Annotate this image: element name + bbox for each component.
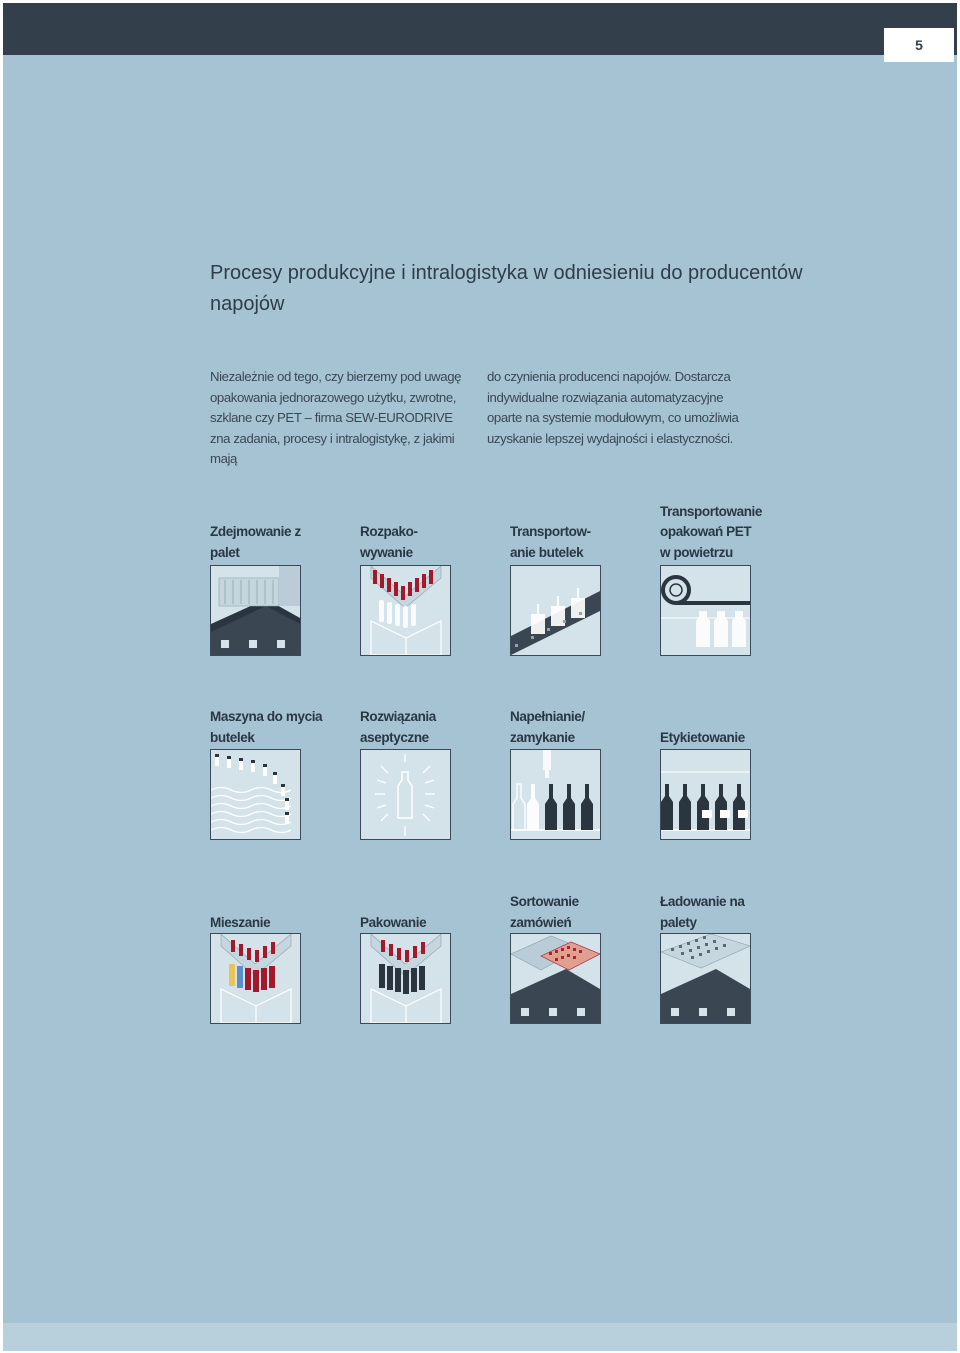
process-label: Ładowanie na palety [660,894,745,930]
intro-text-column-2: do czynienia producenci napojów. Dostarcza indywidualne rozwiązania automatyzacyjne oparte na systemie modułowym, co umożliwia uzyskanie lepszej wydajności i elastyczności. [487,369,739,446]
order-sorting-icon [510,933,601,1024]
process-label: Transportowanie opakowań PET w powietrzu [660,503,763,560]
process-label: Etykietowanie [660,729,745,745]
process-label: Pakowanie [360,914,427,930]
process-tile-bottle-transport [510,493,650,563]
bottle-washer-icon [210,749,301,840]
process-tile-mixing [210,883,350,933]
aseptic-icon [360,749,451,840]
process-tile-palletizing [660,883,800,933]
process-label: Transportow- anie butelek [510,524,591,560]
process-label: Rozpako- wywanie [360,524,418,560]
bottle-conveyor-icon [510,565,601,656]
mixing-icon [210,933,301,1024]
page-title: Procesy produkcyjne i intralogistyka w odniesieniu do producentów napojów [210,262,803,315]
process-label: Maszyna do mycia butelek [210,709,323,745]
process-tile-depalletizing [210,493,350,563]
process-label: Mieszanie [210,914,271,930]
unpacking-icon [360,565,451,656]
process-tile-packing [360,883,500,933]
footer-strip [3,1323,957,1351]
process-label: Napełnianie/ zamykanie [510,709,585,745]
process-tile-air-transport [660,493,800,563]
page-number: 5 [884,28,954,62]
filling-capping-icon [510,749,601,840]
brochure-page [3,3,957,1351]
depalletizing-icon [210,565,301,656]
process-tile-order-sorting [510,883,650,933]
process-tile-bottle-washer [210,698,350,748]
process-label: Zdejmowanie z palet [210,524,301,560]
process-tile-unpacking [360,493,500,563]
process-tile-filling-capping [510,698,650,748]
packing-icon [360,933,451,1024]
labeling-icon [660,749,751,840]
header-bar [3,3,957,55]
air-conveyor-icon [660,565,751,656]
process-label: Sortowanie zamówień [510,894,579,930]
process-tile-labeling [660,698,800,748]
palletizing-icon [660,933,751,1024]
process-label: Rozwiązania aseptyczne [360,709,436,745]
intro-text-column-1: Niezależnie od tego, czy bierzemy pod uwagę opakowania jednorazowego użytku, zwrotne, szklane czy PET – firma SEW-EURODRIVE zna zadania, procesy i intralogistykę, z jakimi mają [210,369,462,466]
process-tile-aseptic [360,698,500,748]
